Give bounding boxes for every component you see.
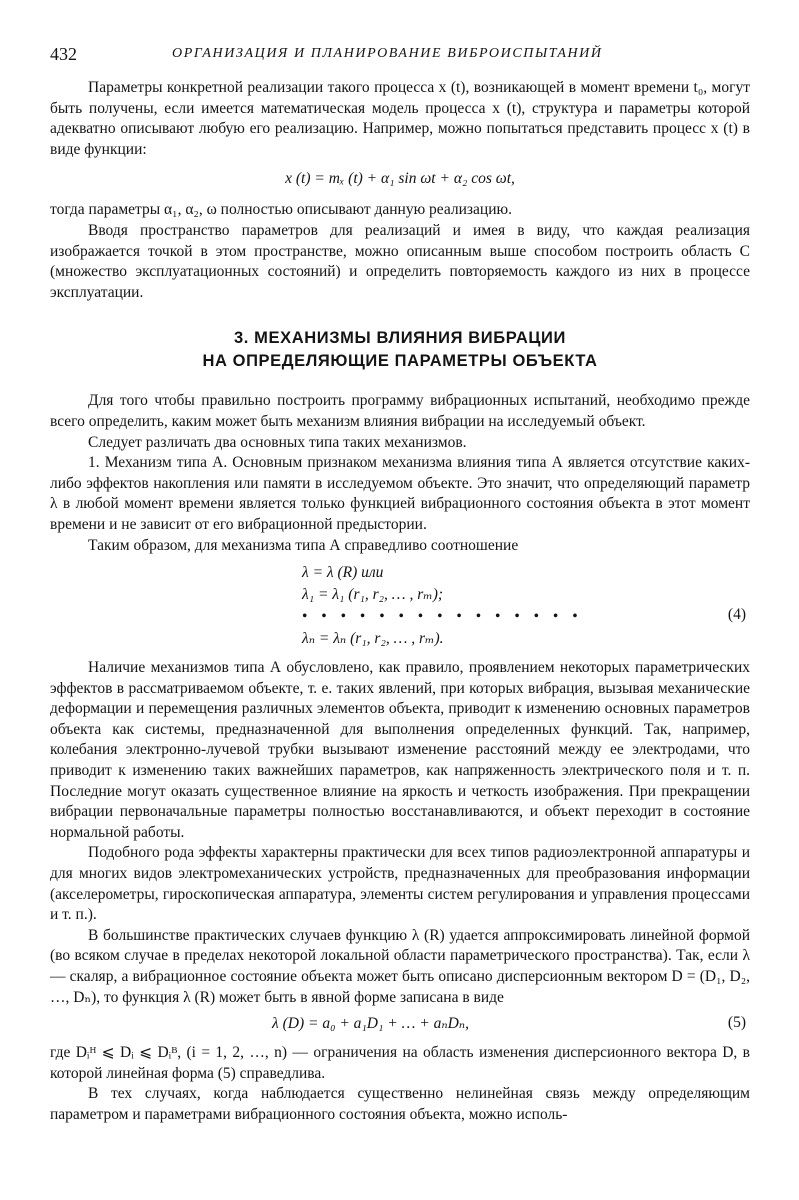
paragraph: Таким образом, для механизма типа А справедливо соотношение xyxy=(88,536,519,554)
page-number: 432 xyxy=(50,44,77,64)
page-header xyxy=(50,44,750,68)
paragraph: тогда параметры α₁, α₂, ω полностью описывают данную реализацию. xyxy=(50,201,512,219)
paragraph: Параметры конкретной реализации такого процесса x (t), возникающей в момент времени t₀, могут быть получены, если имеется математическая модель процесса x (t), структура и параметры которой адекватно описывают любую его реализацию. Например, можно попытаться представить процесс x (t) в виде функции: xyxy=(50,79,750,158)
paragraph: 1. Механизм типа А. Основным признаком механизма влияния типа А является отсутствие каких-либо эффектов накопления или памяти в исследуемом объекте. Это значит, что определяющий параметр λ в любой момент времени является только функцией вибрационного состояния объекта в этот момент времени и не зависит от его вибрационной предыстории. xyxy=(50,454,750,533)
equation-line: λₙ = λₙ (r₁, r₂, … , rₘ). xyxy=(302,630,444,648)
formula-linear-form xyxy=(50,1013,750,1037)
equation-line: λ = λ (R) или xyxy=(302,564,384,582)
equation-line: λ₁ = λ₁ (r₁, r₂, … , rₘ); xyxy=(302,586,444,604)
paragraph: В тех случаях, когда наблюдается существенно нелинейная связь между определяющим параметром и параметрами вибрационного состояния объекта, можно исполь- xyxy=(50,1085,750,1123)
paragraph: Вводя пространство параметров для реализаций и имея в виду, что каждая реализация изображается точкой в этом пространстве, можно описанным выше способом построить область C (множество эксплуатационных состояний) и определить повторяемость каждого из них в процессе эксплуатации. xyxy=(50,221,750,301)
formula-process-model: x (t) = mₓ (t) + α₁ sin ωt + α₂ cos ωt, xyxy=(285,170,515,188)
equation-ellipsis-row: • • • • • • • • • • • • • • • xyxy=(302,608,583,626)
paragraph: Наличие механизмов типа А обусловлено, как правило, проявлением некоторых параметрических эффектов в рассматриваемом объекте, т. е. таких явлений, при которых вибрация, вызывая механические деформации и перемещения различных элементов объекта, приводит к изменению основных параметров объекта как системы, предназначенной для выполнения определенных функций. Так, например, колебания электронно-лучевой трубки вызывают изменение расстояний между ее электродами, что приводит к изменению таких важнейших параметров, как напряженность электрического поля и т. п. Последние могут оказать существенное влияние на яркость и четкость изображения. При прекращении вибрации первоначальные параметры полностью восстанавливаются, и объект переходит в состояние нормальной работы. xyxy=(50,659,750,841)
paragraph: Подобного рода эффекты характерны практически для всех типов радиоэлектронной аппаратуры и для многих видов электромеханических устройств, предназначенных для преобразования информации (акселерометры, гироскопическая аппаратура, элементы систем регулирования и управления процессами и т. п.). xyxy=(50,844,750,924)
equation-system-4 xyxy=(50,562,750,652)
section-title-line-1: 3. МЕХАНИЗМЫ ВЛИЯНИЯ ВИБРАЦИИ xyxy=(234,329,566,348)
paragraph: Для того чтобы правильно построить программу вибрационных испытаний, необходимо прежде всего определить, каким может быть механизм влияния вибрации на исследуемый объект. xyxy=(50,392,750,430)
equation-number: (4) xyxy=(727,606,746,624)
page xyxy=(50,44,750,1126)
paragraph: В большинстве практических случаев функцию λ (R) удается аппроксимировать линейной формой (во всяком случае в пределах некоторой локальной области параметрического пространства). Так, если λ — скаляр, а вибрационное состояние объекта может быть описано дисперсионным вектором D = (D₁, D₂, …, Dₙ), то функция λ (R) может быть в явной форме записана в виде xyxy=(50,926,750,1006)
equation-number: (5) xyxy=(727,1014,746,1032)
paragraph: Следует различать два основных типа таких механизмов. xyxy=(88,433,467,451)
formula-expression: λ (D) = a₀ + a₁D₁ + … + aₙDₙ, xyxy=(272,1015,469,1033)
section-title xyxy=(50,327,750,373)
paragraph: где Dᵢᴴ ⩽ Dᵢ ⩽ Dᵢᴮ, (i = 1, 2, …, n) — ограничения на область изменения дисперсионного вектора D, в которой линейная форма (5) справедлива. xyxy=(50,1044,750,1082)
section-title-line-2: НА ОПРЕДЕЛЯЮЩИЕ ПАРАМЕТРЫ ОБЪЕКТА xyxy=(202,352,598,371)
running-title: ОРГАНИЗАЦИЯ И ПЛАНИРОВАНИЕ ВИБРОИСПЫТАНИЙ xyxy=(172,46,603,61)
